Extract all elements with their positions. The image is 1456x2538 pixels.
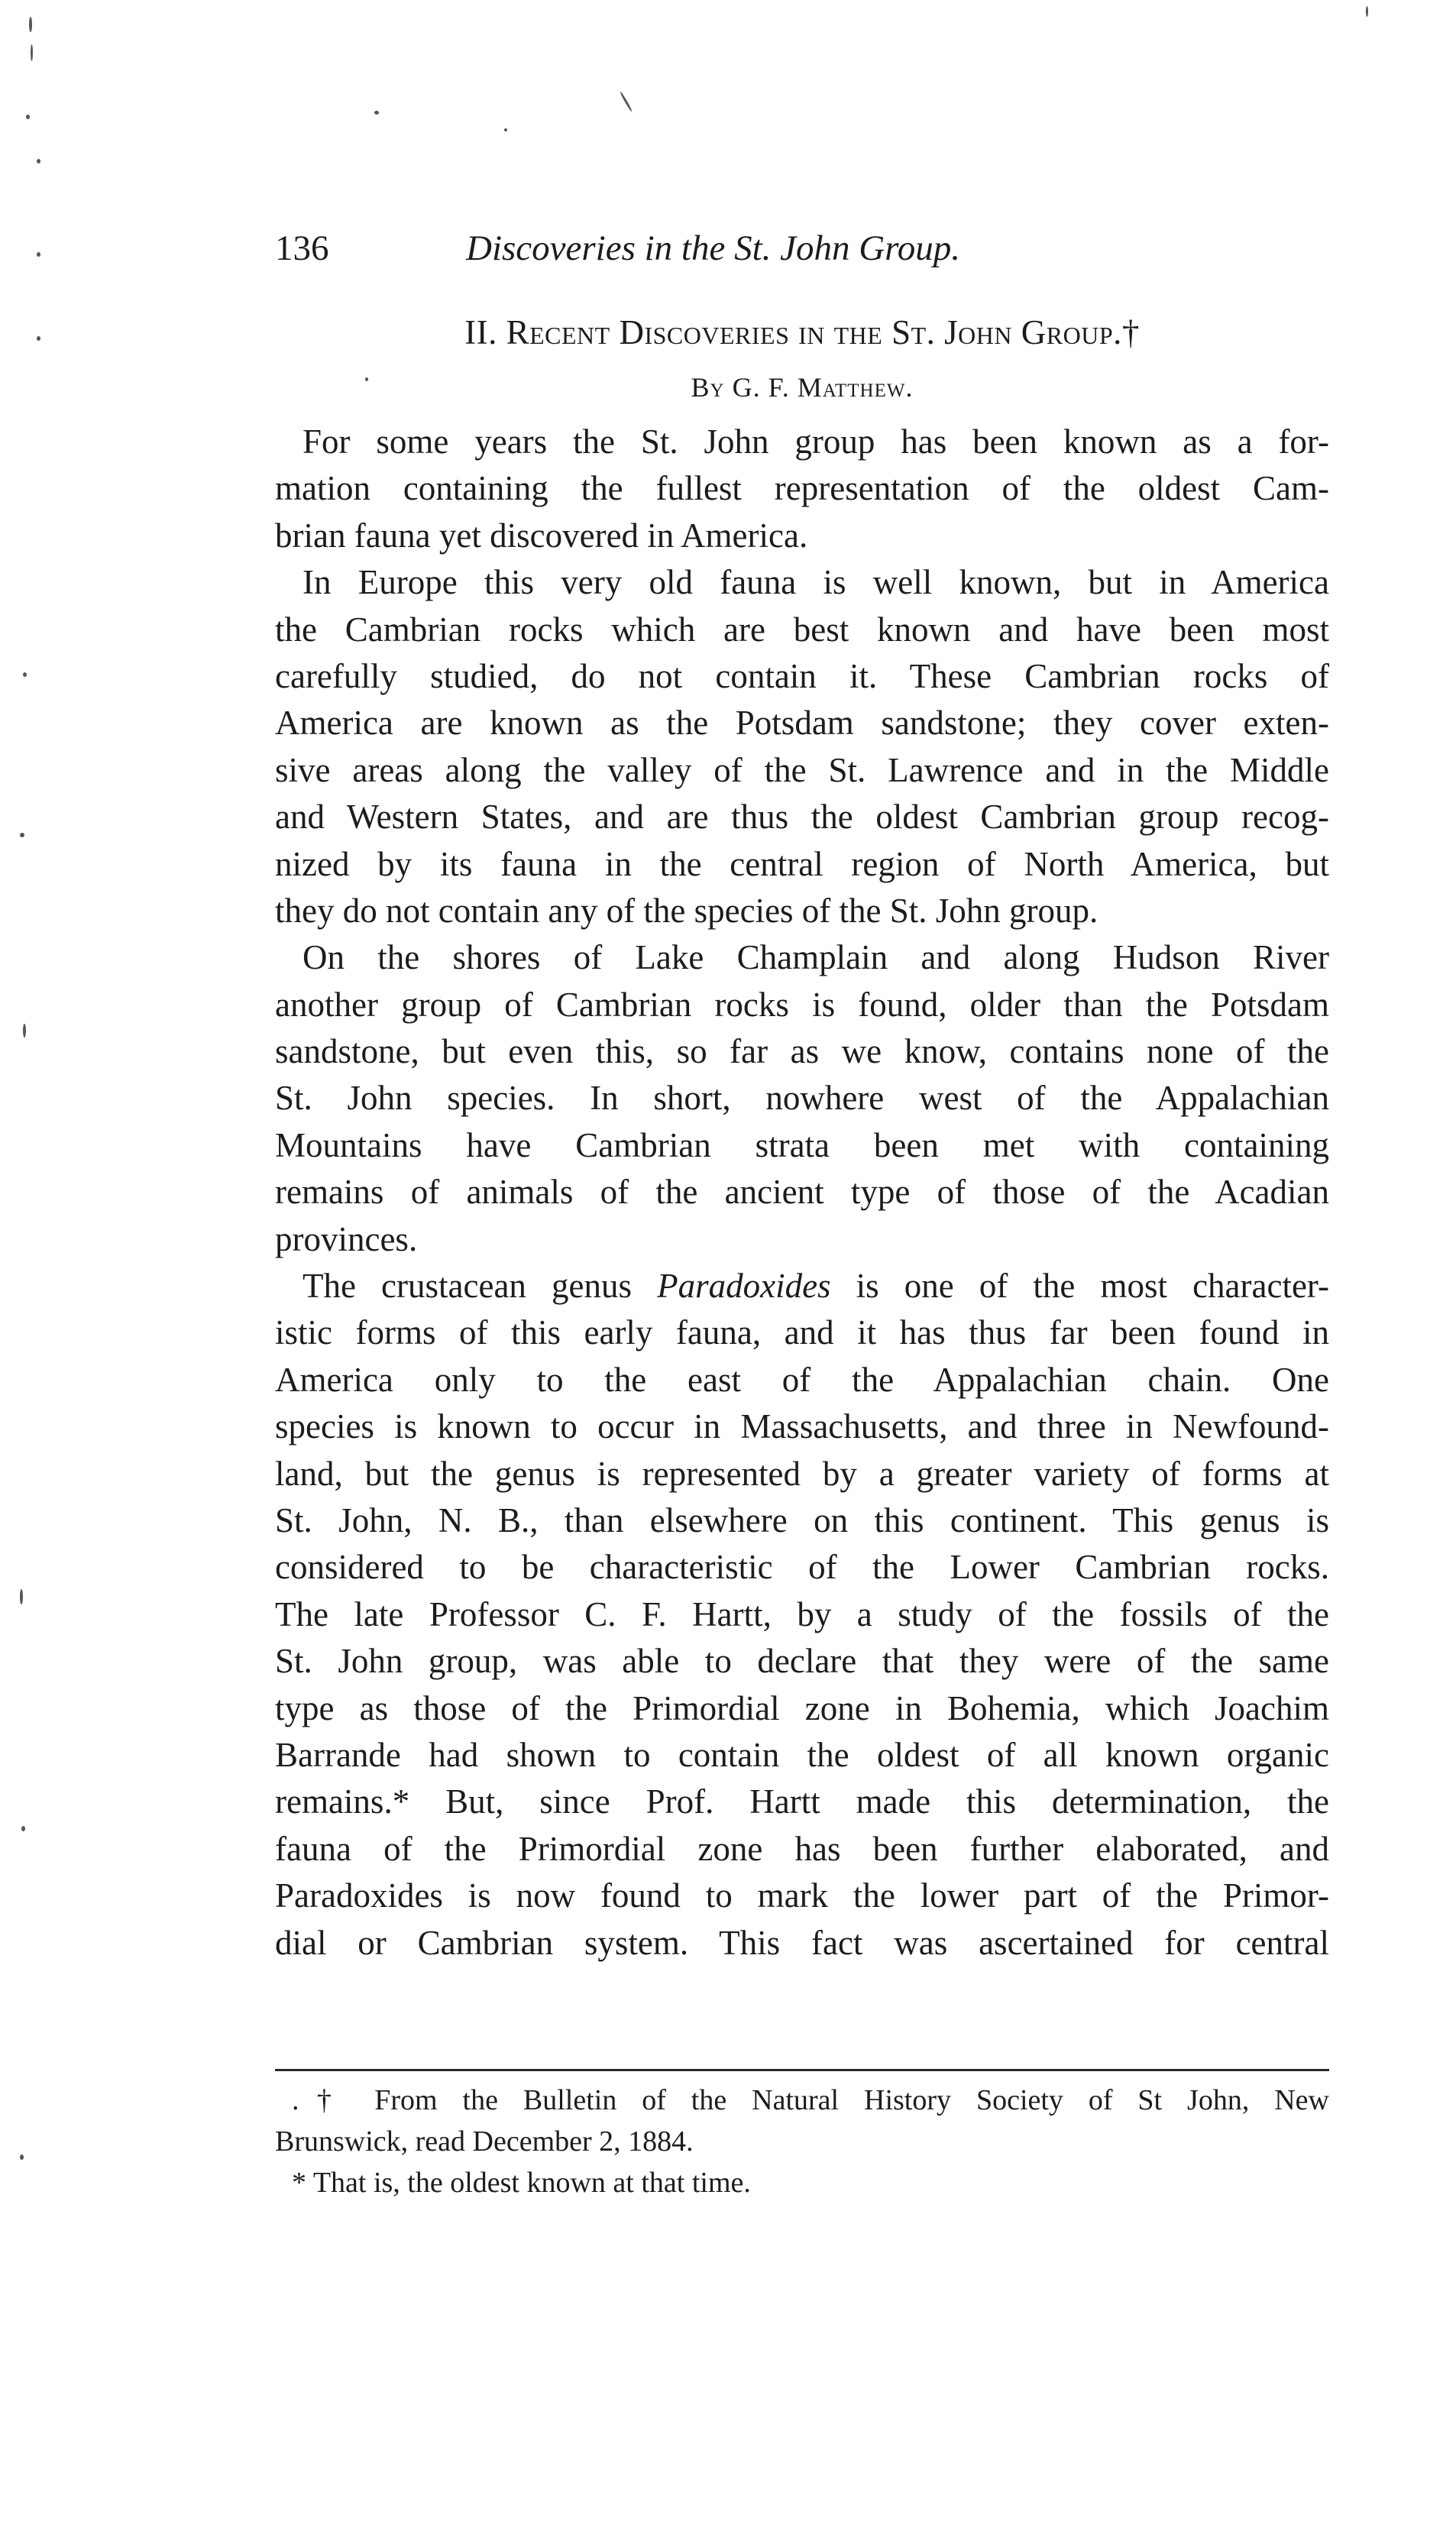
scan-speck bbox=[620, 91, 633, 112]
text-line: mation containing the fullest representation of the oldest Cam- bbox=[275, 469, 1329, 508]
article-body bbox=[275, 419, 1329, 1967]
text-line: type as those of the Primordial zone in Bohemia, which Joachim bbox=[275, 1688, 1329, 1727]
text-line: the Cambrian rocks which are best known and have been most bbox=[275, 610, 1329, 649]
paragraph bbox=[275, 934, 1329, 1263]
text-line: St. John species. In short, nowhere west of the Appalachian bbox=[275, 1079, 1329, 1118]
text-line: Mountains have Cambrian strata been met with containing bbox=[275, 1125, 1329, 1164]
scan-speck bbox=[31, 44, 33, 61]
paragraph bbox=[275, 559, 1329, 934]
text-line: remains of animals of the ancient type of those of the Acadian bbox=[275, 1173, 1329, 1212]
footnote bbox=[275, 2162, 1329, 2203]
text-line: carefully studied, do not contain it. These Cambrian rocks of bbox=[275, 656, 1329, 695]
text-line: sandstone, but even this, so far as we know, contains none of the bbox=[275, 1032, 1329, 1071]
text-line: remains.* But, since Prof. Hartt made this determination, the bbox=[275, 1782, 1329, 1821]
scan-speck bbox=[374, 111, 379, 115]
footnote-line: Brunswick, read December 2, 1884. bbox=[275, 2125, 694, 2158]
footnote-line: .† From the Bulletin of the Natural History Society of St John, New bbox=[292, 2084, 1329, 2116]
genus-name: Paradoxides bbox=[657, 1267, 831, 1306]
text-line: another group of Cambrian rocks is found, older than the Potsdam bbox=[275, 985, 1329, 1024]
scan-speck bbox=[20, 2154, 24, 2160]
text-line: St. John group, was able to declare that they were of the same bbox=[275, 1642, 1329, 1681]
text-line: America are known as the Potsdam sandstone; they cover exten- bbox=[275, 704, 1329, 743]
scan-speck bbox=[26, 115, 30, 119]
scan-speck bbox=[37, 336, 40, 341]
page-header bbox=[275, 222, 1329, 275]
text-line: sive areas along the valley of the St. Lawrence and in the Middle bbox=[275, 750, 1329, 789]
text-line: and Western States, and are thus the oldest Cambrian group recog- bbox=[275, 798, 1329, 837]
text-line: In Europe this very old fauna is well known, but in America bbox=[303, 563, 1329, 602]
text-line: they do not contain any of the species of the St. John group. bbox=[275, 891, 1098, 930]
text-line: provinces. bbox=[275, 1219, 418, 1258]
article-title bbox=[275, 309, 1329, 355]
footnote-line: * That is, the oldest known at that time. bbox=[292, 2167, 751, 2199]
text-line: Paradoxides is now found to mark the lower part of the Primor- bbox=[275, 1876, 1329, 1915]
scan-speck bbox=[21, 1826, 25, 1831]
footnote-divider bbox=[275, 2069, 1329, 2071]
page-number: 136 bbox=[275, 228, 329, 268]
text-line: St. John, N. B., than elsewhere on this continent. This genus is bbox=[275, 1500, 1329, 1539]
text-line: brian fauna yet discovered in America. bbox=[275, 516, 808, 555]
article-title-text: Recent Discoveries in the St. John Group. bbox=[506, 313, 1122, 351]
author-byline: By G. F. Matthew. bbox=[691, 372, 914, 403]
scan-speck bbox=[29, 17, 32, 32]
text-line: Barrande had shown to contain the oldest of all known organic bbox=[275, 1735, 1329, 1774]
scan-speck bbox=[37, 159, 40, 163]
text-line: species is known to occur in Massachusetts, and three in Newfound- bbox=[275, 1407, 1329, 1446]
scan-speck bbox=[20, 833, 24, 837]
text-line: fauna of the Primordial zone has been further elaborated, and bbox=[275, 1829, 1329, 1868]
text-line: istic forms of this early fauna, and it has thus far been found in bbox=[275, 1313, 1329, 1352]
running-title: Discoveries in the St. John Group. bbox=[466, 228, 961, 268]
footnotes bbox=[275, 2080, 1329, 2203]
text-line: On the shores of Lake Champlain and along Hudson River bbox=[303, 938, 1329, 977]
footnote-dagger-mark: † bbox=[1121, 313, 1140, 351]
text-line: considered to be characteristic of the Lower Cambrian rocks. bbox=[275, 1548, 1329, 1587]
text-line: land, but the genus is represented by a greater variety of forms at bbox=[275, 1454, 1329, 1493]
scan-speck bbox=[1366, 6, 1368, 17]
article-title-number: II. bbox=[464, 313, 506, 351]
footnote bbox=[275, 2080, 1329, 2162]
text-line: nized by its fauna in the central region of North America, but bbox=[275, 844, 1329, 883]
scan-speck bbox=[23, 1024, 26, 1038]
scan-speck bbox=[504, 128, 507, 131]
text-line: For some years the St. John group has been known as a for- bbox=[303, 422, 1329, 461]
scan-speck bbox=[20, 1589, 23, 1604]
text-line: dial or Cambrian system. This fact was ascertained for central bbox=[275, 1923, 1329, 1962]
paragraph bbox=[275, 419, 1329, 559]
paragraph bbox=[275, 1263, 1329, 1967]
scan-speck bbox=[37, 252, 40, 257]
text-line: The late Professor C. F. Hartt, by a study of the fossils of the bbox=[275, 1594, 1329, 1633]
scan-speck bbox=[23, 672, 27, 677]
text-line: America only to the east of the Appalachian chain. One bbox=[275, 1360, 1329, 1399]
text-line: The crustacean genus Paradoxides is one of the most character- bbox=[303, 1267, 1330, 1306]
